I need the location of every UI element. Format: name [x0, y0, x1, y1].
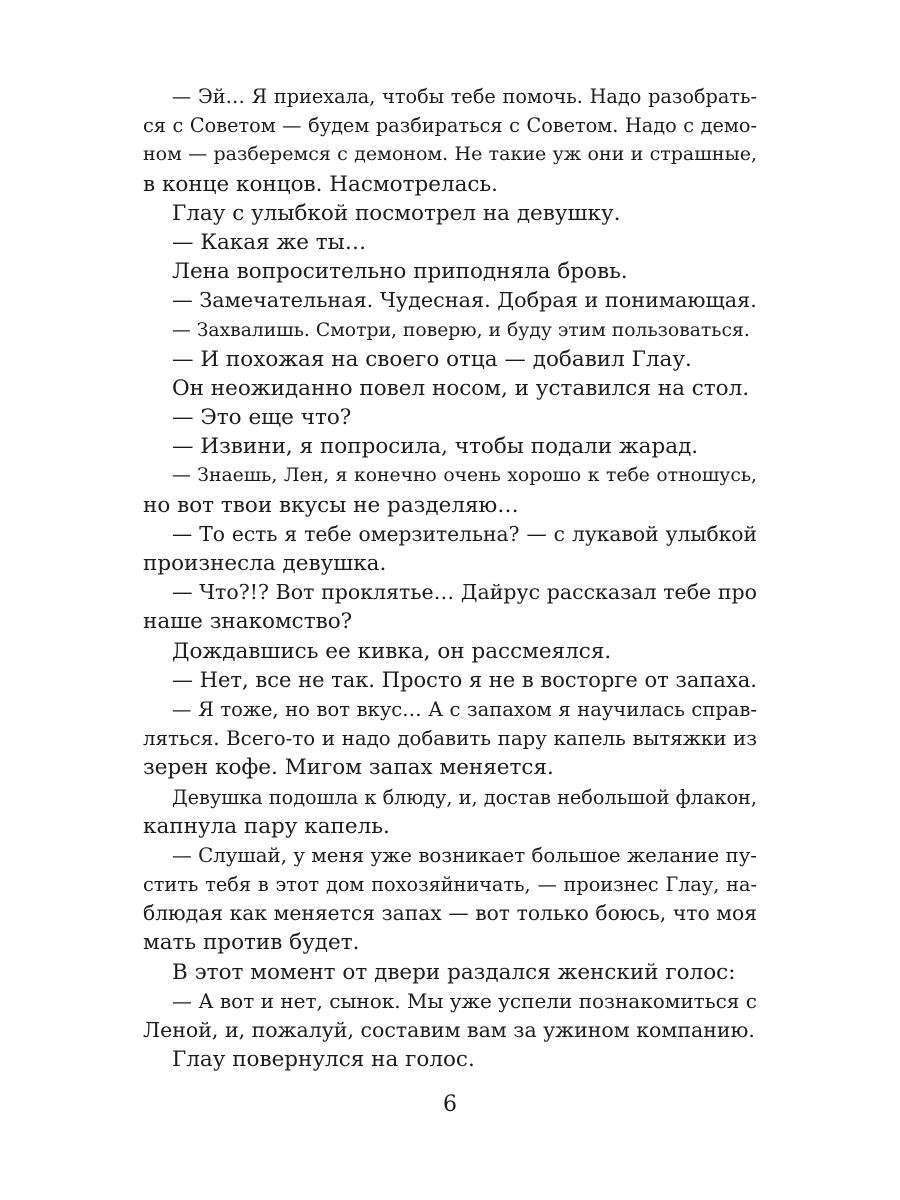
text-line: — Замечательная. Чудесная. Добрая и понимающая. — [172, 288, 757, 313]
text-line: Глау повернулся на голос. — [172, 1047, 475, 1073]
text-line: — Захвалишь. Смотри, поверю, и буду этим пользоваться. — [172, 319, 750, 341]
text-line: ном — разберемся с демоном. Не такие уж они и страшные, — [143, 143, 757, 166]
text-line: Дождавшись ее кивка, он рассмеялся. — [172, 638, 612, 664]
text-line: — То есть я тебе омерзительна? — с лукавой улыбкой — [172, 521, 757, 546]
text-line: блюдая как меняется запах — вот только боюсь, что моя — [143, 901, 757, 926]
text-line: мать против будет. — [143, 930, 360, 956]
text-line: — А вот и нет, сынок. Мы уже успели познакомиться с — [172, 988, 757, 1013]
text-line: стить тебя в этот дом похозяйничать, — произнес Глау, на- — [143, 873, 757, 897]
text-line: — Что?!? Вот проклятье… Дайрус рассказал тебе про — [172, 580, 757, 605]
text-line: В этот момент от двери раздался женский голос: — [172, 959, 736, 985]
text-line: в конце концов. Насмотрелась. — [143, 171, 499, 197]
text-line: — Слушай, у меня уже возникает большое желание пу- — [172, 843, 757, 867]
text-line: Глау с улыбкой посмотрел на девушку. — [172, 200, 621, 226]
text-line: наше знакомство? — [143, 609, 353, 635]
text-line: — Я тоже, но вот вкус… А с запахом я научилась справ- — [172, 697, 757, 721]
body-text — [143, 82, 757, 1074]
text-line: произнесла девушка. — [143, 551, 387, 576]
text-line: зерен кофе. Мигом запах меняется. — [143, 755, 554, 781]
text-line: капнула пару капель. — [143, 813, 390, 839]
text-line: — Это еще что? — [172, 405, 352, 431]
text-line: ляться. Всего-то и надо добавить пару капель вытяжки из — [143, 727, 757, 751]
text-line: — Какая же ты… — [172, 229, 367, 255]
text-line: но вот твои вкусы не разделяю… — [143, 492, 519, 518]
text-line: — Эй… Я приехала, чтобы тебе помочь. Надо разобрать- — [172, 85, 757, 108]
text-line: Лена вопросительно приподняла бровь. — [172, 259, 628, 285]
page-number: 6 — [443, 1092, 457, 1117]
text-line: — Извини, я попросила, чтобы подали жарад. — [172, 434, 699, 460]
text-line: Он неожиданно повел носом, и уставился на стол. — [172, 375, 750, 401]
text-line: — И похожая на своего отца — добавил Глау. — [172, 346, 692, 372]
text-line: — Знаешь, Лен, я конечно очень хорошо к тебе отношусь, — [172, 465, 757, 487]
text-line: — Нет, все не так. Просто я не в восторге от запаха. — [172, 667, 757, 692]
text-line: Девушка подошла к блюду, и, достав небольшой флакон, — [172, 785, 757, 809]
text-line: ся с Советом — будем разбираться с Советом. Надо с демо- — [143, 114, 757, 138]
text-line: Леной, и, пожалуй, составим вам за ужином компанию. — [143, 1018, 755, 1042]
